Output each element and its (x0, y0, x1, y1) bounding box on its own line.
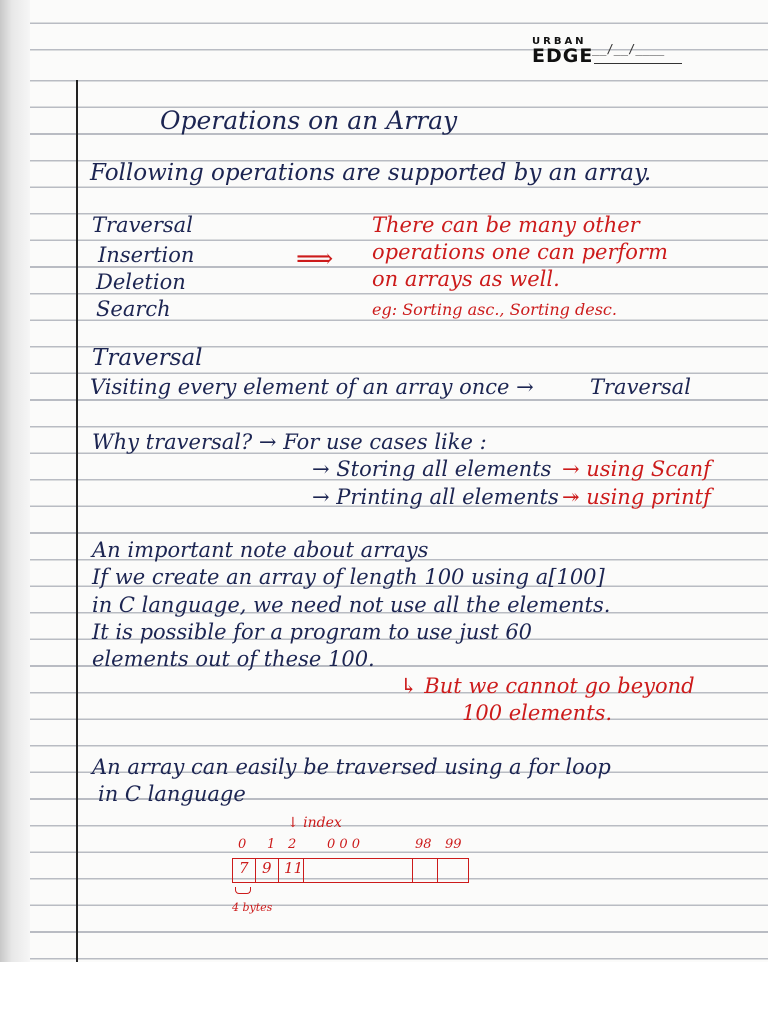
cell-value: 11 (284, 859, 304, 877)
red-note-line: There can be many other (372, 213, 640, 237)
date-underline (594, 63, 682, 64)
index-label: ↓ index (287, 815, 342, 831)
array-cell-span (303, 858, 413, 883)
traversal-heading: Traversal (92, 345, 203, 371)
index-number: 99 (445, 837, 462, 852)
array-cell (412, 858, 438, 883)
cell-value: 9 (262, 859, 272, 877)
index-number: 2 (288, 837, 297, 852)
operation-item: Deletion (96, 270, 186, 294)
size-brace (235, 887, 251, 894)
important-line: It is possible for a program to use just 60 (92, 620, 533, 644)
loop-note-line: in C language (98, 782, 246, 806)
operation-item: Traversal (92, 213, 193, 237)
important-line: If we create an array of length 100 using a[100] (92, 565, 605, 589)
index-number: 98 (415, 837, 432, 852)
use-case-method: ↠ using printf (562, 485, 711, 509)
date-field: __/__/____ (592, 42, 665, 56)
important-line: elements out of these 100. (92, 647, 375, 671)
important-heading: An important note about arrays (92, 538, 429, 562)
implies-arrow: ⟹ (296, 244, 334, 274)
index-ellipsis: 0 0 0 (327, 837, 361, 852)
operation-item: Insertion (98, 243, 195, 267)
red-note-example: eg: Sorting asc., Sorting desc. (372, 300, 617, 319)
array-cell (437, 858, 469, 883)
red-note-line: on arrays as well. (372, 267, 560, 291)
red-caution: ↳ But we cannot go beyond (400, 674, 695, 698)
margin-line (76, 80, 78, 962)
brand-logo (532, 36, 593, 67)
important-line: in C language, we need not use all the elements. (92, 593, 611, 617)
use-case: → Printing all elements (312, 485, 559, 509)
loop-note-line: An array can easily be traversed using a for loop (92, 755, 611, 779)
use-case-method: → using Scanf (562, 457, 711, 481)
intro-line: Following operations are supported by an array. (90, 160, 652, 186)
array-diagram (232, 815, 492, 925)
index-number: 0 (238, 837, 247, 852)
red-note-line: operations one can perform (372, 240, 668, 264)
page-binding (0, 0, 30, 962)
brand-main: EDGE (532, 45, 594, 67)
index-number: 1 (267, 837, 276, 852)
page-title: Operations on an Array (160, 106, 458, 135)
traversal-term: Traversal (590, 375, 691, 399)
brand-top: URBAN (532, 36, 587, 47)
why-question: Why traversal? → For use cases like : (92, 430, 487, 454)
traversal-definition: Visiting every element of an array once → (90, 375, 534, 399)
red-caution: 100 elements. (462, 701, 613, 725)
use-case: → Storing all elements (312, 457, 552, 481)
size-label: 4 bytes (232, 901, 273, 914)
cell-value: 7 (239, 859, 249, 877)
operation-item: Search (96, 297, 171, 321)
